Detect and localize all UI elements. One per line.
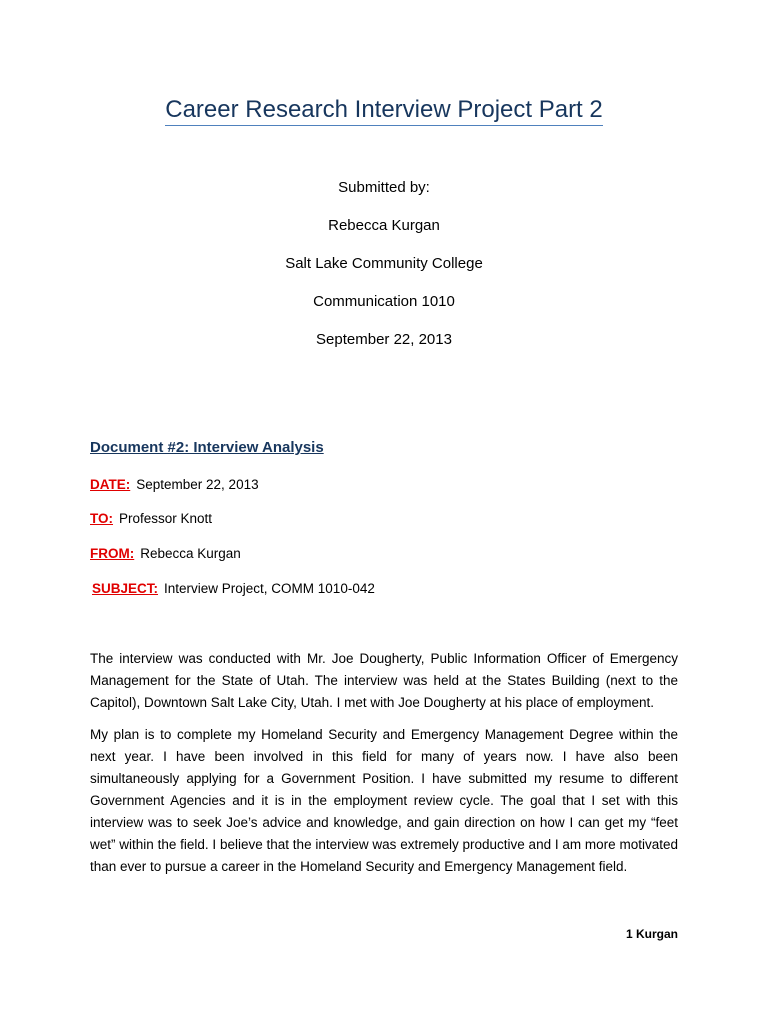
- memo-subject-label: SUBJECT:: [92, 581, 159, 596]
- paragraph-career-plan: My plan is to complete my Homeland Security and Emergency Management Degree within the next year. I have been involved in this field for many of years now. I have also been simultaneously applying for a Government Position. I have submitted my resume to different Government Agencies and it is in the employment review cycle. The goal that I set with this interview was to seek Joe’s advice and knowledge, and gain direction on how I can get my “feet wet” within the field. I believe that the interview was extremely productive and I am more motivated than ever to pursue a career in the Homeland Security and Emergency Management field.: [90, 727, 678, 874]
- page-footer: 1 Kurgan: [625, 927, 678, 941]
- submission-date: September 22, 2013: [316, 331, 452, 348]
- course-name: Communication 1010: [313, 293, 455, 310]
- memo-from-value: Rebecca Kurgan: [140, 546, 241, 561]
- memo-to-value: Professor Knott: [119, 511, 213, 526]
- author-name: Rebecca Kurgan: [328, 217, 440, 234]
- submitted-by-label: Submitted by:: [338, 179, 430, 196]
- document-heading: Document #2: Interview Analysis: [90, 439, 324, 456]
- memo-from-line: [90, 545, 241, 563]
- memo-to-label: TO:: [90, 511, 113, 526]
- memo-date-value: September 22, 2013: [136, 477, 259, 492]
- memo-subject-value: Interview Project, COMM 1010-042: [164, 581, 375, 596]
- memo-date-label: DATE:: [90, 477, 131, 492]
- paragraph-interview-details: The interview was conducted with Mr. Joe Dougherty, Public Information Officer of Emergency Management for the State of Utah. The interview was held at the States Building (next to the Capitol), Downtown Salt Lake City, Utah. I met with Joe Dougherty at his place of employment.: [90, 651, 678, 710]
- document-title-text: Career Research Interview Project Part 2: [165, 96, 603, 126]
- memo-to-line: [90, 510, 212, 528]
- memo-date-line: [90, 476, 259, 494]
- memo-subject-line: [92, 580, 375, 598]
- memo-from-label: FROM:: [90, 546, 135, 561]
- document-title: [0, 94, 768, 126]
- school-name: Salt Lake Community College: [285, 255, 483, 272]
